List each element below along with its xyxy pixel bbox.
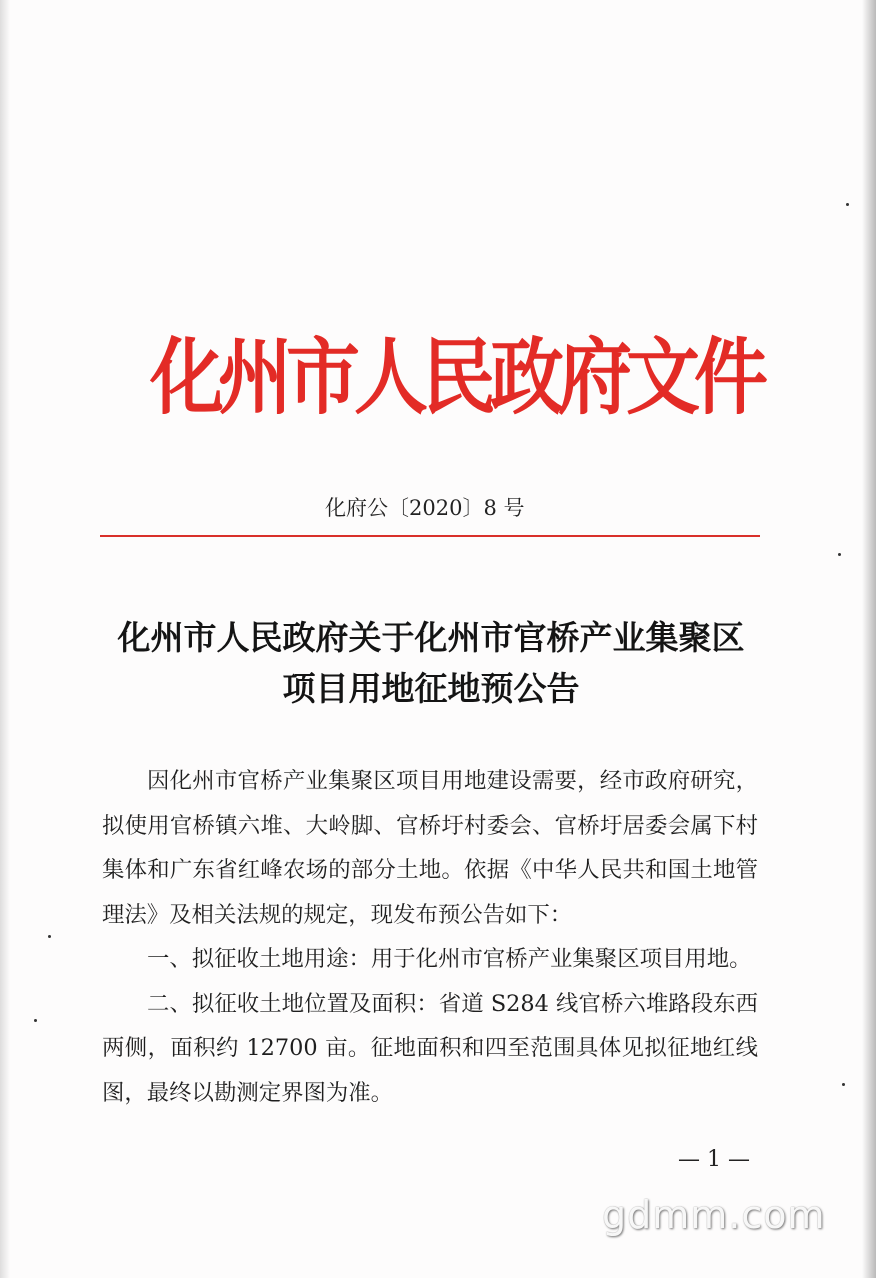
scan-shadow-right [862, 0, 876, 1278]
red-divider-line [100, 535, 760, 537]
scan-speck [34, 1019, 37, 1022]
body-text [102, 759, 758, 1115]
title-line-1: 化州市人民政府关于化州市官桥产业集聚区 [117, 618, 745, 657]
paragraph-intro: 因化州市官桥产业集聚区项目用地建设需要，经市政府研究，拟使用官桥镇六堆、大岭脚、官桥圩村委会、官桥圩居委会属下村集体和广东省红峰农场的部分土地。依据《中华人民共和国土地管理法》及相关法规的规定，现发布预公告如下： [102, 768, 758, 928]
paragraph-land-location: 二、拟征收土地位置及面积：省道 S284 线官桥六堆路段东西两侧，面积约 12700 亩。征地面积和四至范围具体见拟征地红线图，最终以勘测定界图为准。 [102, 990, 758, 1106]
page-number: — 1 — [678, 1147, 750, 1172]
scan-shadow-left [0, 0, 10, 1278]
document-number: 化府公〔2020〕8 号 [325, 496, 525, 520]
document-title [96, 612, 766, 714]
paragraph-land-use: 一、拟征收土地用途：用于化州市官桥产业集聚区项目用地。 [147, 946, 752, 972]
masthead-title: 化州市人民政府文件 [150, 329, 762, 427]
title-line-2: 项目用地征地预公告 [282, 669, 580, 708]
scan-speck [838, 553, 841, 556]
site-watermark: gdmm.com [602, 1193, 826, 1237]
scan-speck [48, 935, 51, 938]
scan-speck [846, 203, 849, 206]
scan-speck [842, 1083, 845, 1086]
